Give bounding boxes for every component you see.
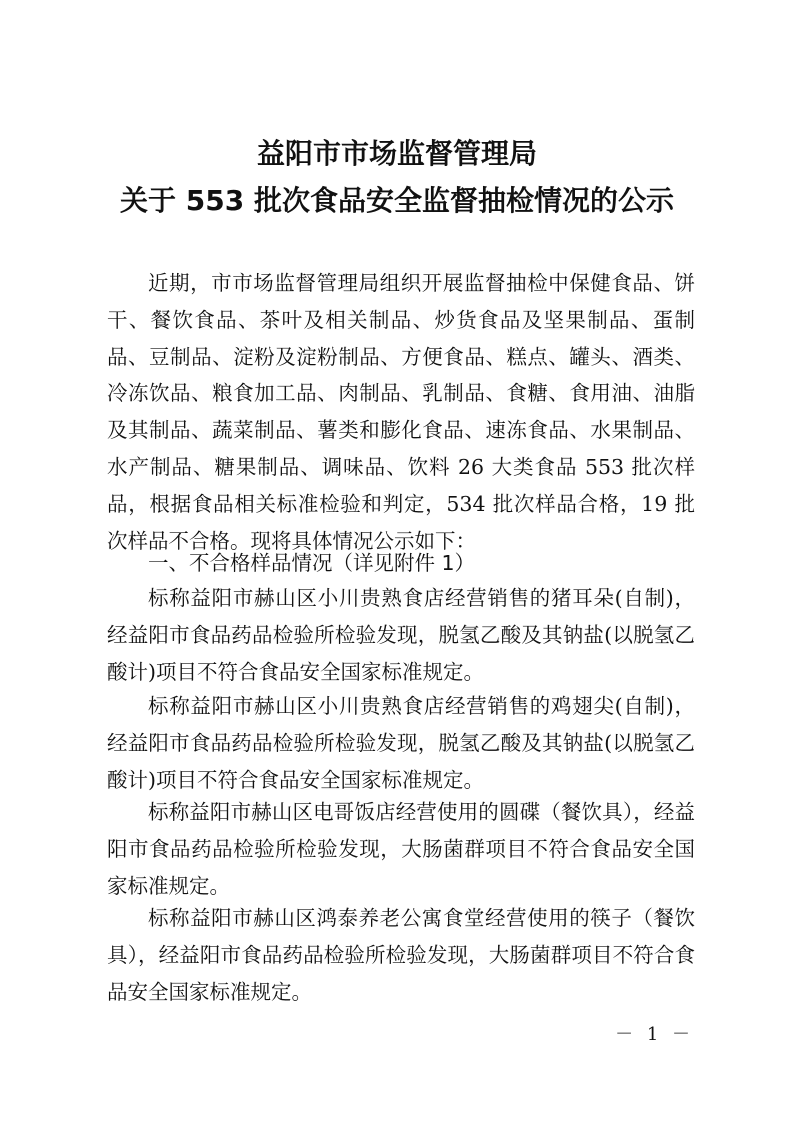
case-paragraph-round-plate: 标称益阳市赫山区电哥饭店经营使用的圆碟（餐饮具），经益阳市食品药品检验所检验发现，大肠菌群项目不符合食品安全国家标准规定。 xyxy=(107,800,695,898)
document-title-line-2: 关于 553 批次食品安全监督抽检情况的公示 xyxy=(120,184,674,217)
case-paragraph-chopsticks: 标称益阳市赫山区鸿泰养老公寓食堂经营使用的筷子（餐饮具），经益阳市食品药品检验所检验发现，大肠菌群项目不符合食品安全国家标准规定。 xyxy=(107,906,695,1004)
case-paragraph-chicken-wing-tip: 标称益阳市赫山区小川贵熟食店经营销售的鸡翅尖(自制)，经益阳市食品药品检验所检验发现，脱氢乙酸及其钠盐(以脱氢乙酸计)项目不符合食品安全国家标准规定。 xyxy=(107,694,695,792)
intro-paragraph: 近期，市市场监督管理局组织开展监督抽检中保健食品、饼干、餐饮食品、茶叶及相关制品、炒货食品及坚果制品、蛋制品、豆制品、淀粉及淀粉制品、方便食品、糕点、罐头、酒类、冷冻饮品、粮食加工品、肉制品、乳制品、食糖、食用油、油脂及其制品、蔬菜制品、薯类和膨化食品、速冻食品、水果制品、水产制品、糖果制品、调味品、饮料 26 大类食品 553 批次样品，根据食品相关标准检验和判定，534 批次样品合格，19 批次样品不合格。现将具体情况公示如下： xyxy=(107,271,695,553)
section-heading-unqualified-samples: 一、不合格样品情况（详见附件 1） xyxy=(148,551,476,575)
case-paragraph-pig-ear: 标称益阳市赫山区小川贵熟食店经营销售的猪耳朵(自制)，经益阳市食品药品检验所检验发现，脱氢乙酸及其钠盐(以脱氢乙酸计)项目不符合食品安全国家标准规定。 xyxy=(107,586,695,684)
page-number: － 1 － xyxy=(615,1024,694,1045)
document-title-line-1: 益阳市市场监督管理局 xyxy=(256,137,537,170)
